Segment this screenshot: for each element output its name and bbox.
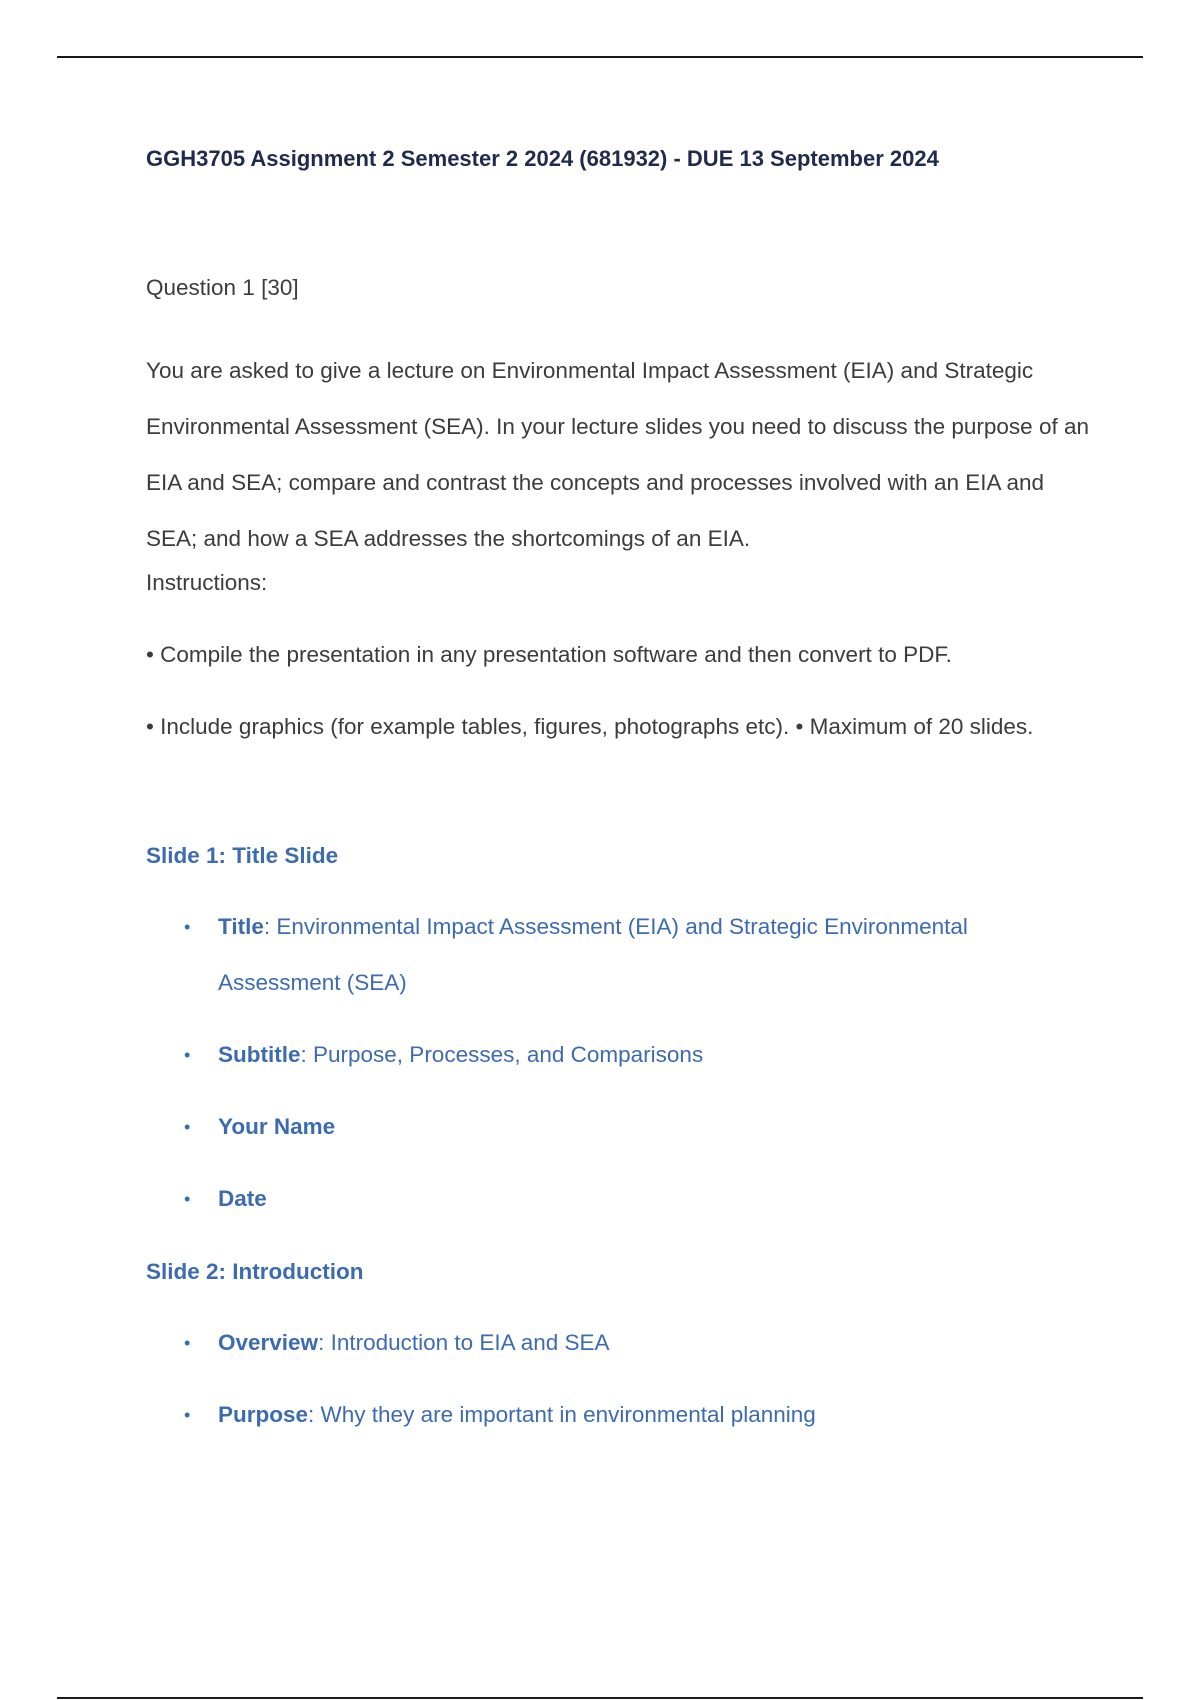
bottom-rule	[57, 1697, 1143, 1699]
list-item	[184, 899, 1064, 1011]
bullet-icon: •	[184, 1117, 191, 1137]
bullet-icon: •	[184, 1189, 191, 1209]
list-item	[184, 1315, 1064, 1371]
bullet-icon: •	[184, 1333, 191, 1353]
bullet-icon: •	[184, 917, 191, 937]
question-text: You are asked to give a lecture on Environmental Impact Assessment (EIA) and Strategic Environmental Assessment (SEA). In your lecture slides you need to discuss the purpose of an EIA and SEA; compare and contrast the concepts and processes involved with an EIA and SEA; and how a SEA addresses the shortcomings of an EIA.	[146, 358, 1089, 551]
slide-2-heading: Slide 2: Introduction	[146, 1259, 364, 1284]
list-item	[184, 1171, 1064, 1227]
item-text: : Why they are important in environmental planning	[308, 1402, 816, 1427]
item-label: Subtitle	[218, 1042, 301, 1067]
list-item	[184, 1387, 1064, 1443]
item-label: Overview	[218, 1330, 319, 1355]
item-text: : Introduction to EIA and SEA	[318, 1330, 610, 1355]
instruction-item-1: • Compile the presentation in any presentation software and then convert to PDF.	[146, 642, 952, 667]
question-heading: Question 1 [30]	[146, 275, 299, 300]
slide-1-heading: Slide 1: Title Slide	[146, 843, 339, 868]
top-rule	[57, 56, 1143, 58]
item-label: Your Name	[218, 1114, 336, 1139]
bullet-icon: •	[184, 1405, 191, 1425]
instruction-item-2: • Include graphics (for example tables, figures, photographs etc). • Maximum of 20 slides.	[146, 714, 1034, 739]
item-label: Purpose	[218, 1402, 309, 1427]
document-title: GGH3705 Assignment 2 Semester 2 2024 (681932) - DUE 13 September 2024	[146, 146, 939, 171]
instructions-label: Instructions:	[146, 570, 268, 595]
list-item	[184, 1099, 1064, 1155]
item-text: : Purpose, Processes, and Comparisons	[300, 1042, 704, 1067]
item-label: Title	[218, 914, 264, 939]
item-label: Date	[218, 1186, 267, 1211]
list-item	[184, 1027, 1064, 1083]
item-text: : Environmental Impact Assessment (EIA) and Strategic Environmental Assessment (SEA)	[218, 914, 968, 995]
bullet-icon: •	[184, 1045, 191, 1065]
